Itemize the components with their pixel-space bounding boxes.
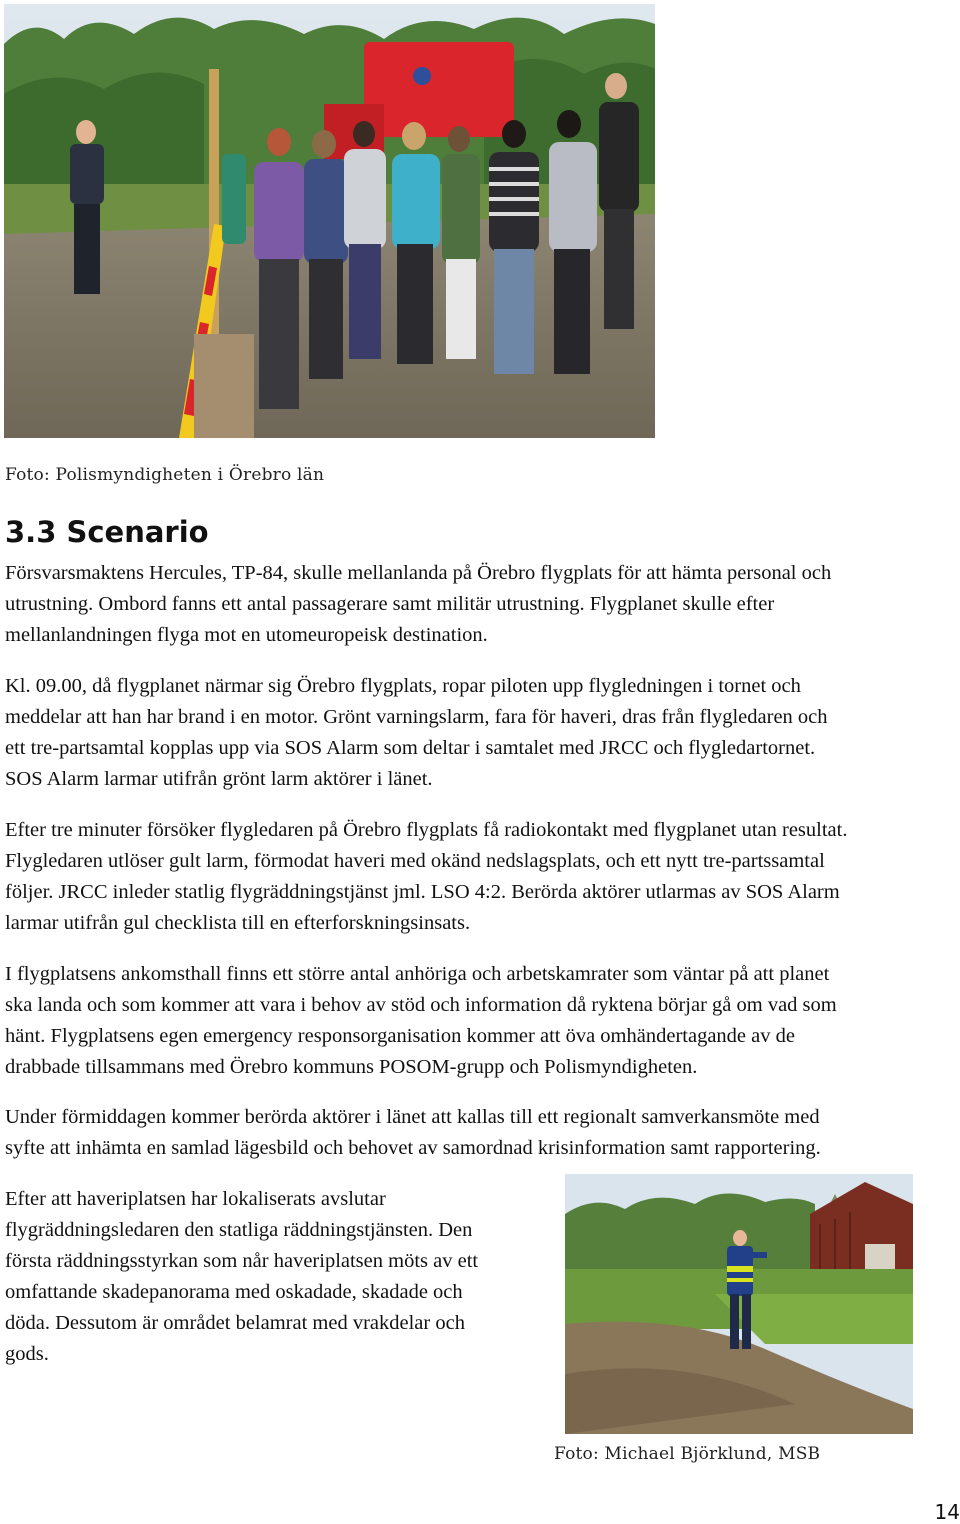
text-line: första räddningsstyrkan som når haveriplatsen möts av ett [5, 1250, 479, 1272]
text-line: drabbade tillsammans med Örebro kommuns POSOM-grupp och Polismyndigheten. [5, 1056, 698, 1078]
text-line: omfattande skadepanorama med oskadade, skadade och [5, 1281, 463, 1303]
text-line: Försvarsmaktens Hercules, TP-84, skulle mellanlanda på Örebro flygplats för att hämta personal och [5, 562, 832, 584]
text-line: syfte att inhämta en samlad lägesbild och behovet av samordnad krisinformation samt rapportering. [5, 1137, 821, 1159]
paragraph-yellow-alarm [5, 815, 847, 939]
text-line: Kl. 09.00, då flygplanet närmar sig Örebro flygplats, ropar piloten upp flygledningen i tornet och [5, 675, 801, 697]
text-line: hänt. Flygplatsens egen emergency responsorganisation kommer att öva omhändertagande av de [5, 1025, 795, 1047]
text-line: ett tre-partsamtal kopplas upp via SOS Alarm som deltar i samtalet med JRCC och flygledartornet. [5, 737, 816, 759]
paragraph-meeting [5, 1102, 821, 1164]
text-line: ska landa och som kommer att vara i behov av stöd och information då ryktena börjar gå om vad som [5, 994, 837, 1016]
paragraph-intro [5, 558, 831, 651]
section-heading: 3.3 Scenario [5, 515, 209, 549]
text-line: utrustning. Ombord fanns ett antal passagerare samt militär utrustning. Flygplanet skulle efter [5, 593, 775, 615]
text-line: Efter att haveriplatsen har lokaliserats avslutar [5, 1188, 386, 1210]
paragraph-green-alarm [5, 671, 828, 795]
text-line: Efter tre minuter försöker flygledaren på Örebro flygplats få radiokontakt med flygplanet utan resultat. [5, 819, 848, 841]
text-line: flygräddningsledaren den statliga räddningstjänsten. Den [5, 1219, 473, 1241]
paragraph-crash-site [5, 1184, 478, 1370]
text-line: Under förmiddagen kommer berörda aktörer i länet att kallas till ett regionalt samverkansmöte med [5, 1106, 820, 1128]
text-line: gods. [5, 1343, 49, 1365]
page-number: 14 [934, 1500, 960, 1524]
text-line: mellanlandningen flyga mot en utomeuropeisk destination. [5, 624, 488, 646]
text-line: I flygplatsens ankomsthall finns ett större antal anhöriga och arbetskamrater som väntar på att planet [5, 963, 830, 985]
photo-caption-police: Foto: Polismyndigheten i Örebro län [5, 465, 325, 485]
text-line: larmar utifrån gul checklista till en efterforskningsinsats. [5, 912, 471, 934]
text-line: följer. JRCC inleder statlig flygräddningstjänst jml. LSO 4:2. Berörda aktörer utlarmas av SOS Alarm [5, 881, 840, 903]
paragraph-arrival-hall [5, 959, 837, 1083]
photo-caption-msb: Foto: Michael Björklund, MSB [554, 1444, 821, 1464]
text-line: SOS Alarm larmar utifrån grönt larm aktörer i länet. [5, 768, 433, 790]
text-line: meddelar att han har brand i en motor. Grönt varningslarm, fara för haveri, dras från flygledaren och [5, 706, 828, 728]
photo-field-site [565, 1174, 913, 1434]
photo-group-briefing [4, 4, 655, 438]
text-line: Flygledaren utlöser gult larm, förmodat haveri med okänd nedslagsplats, och ett nytt tre-partssamtal [5, 850, 825, 872]
text-line: döda. Dessutom är området belamrat med vrakdelar och [5, 1312, 465, 1334]
